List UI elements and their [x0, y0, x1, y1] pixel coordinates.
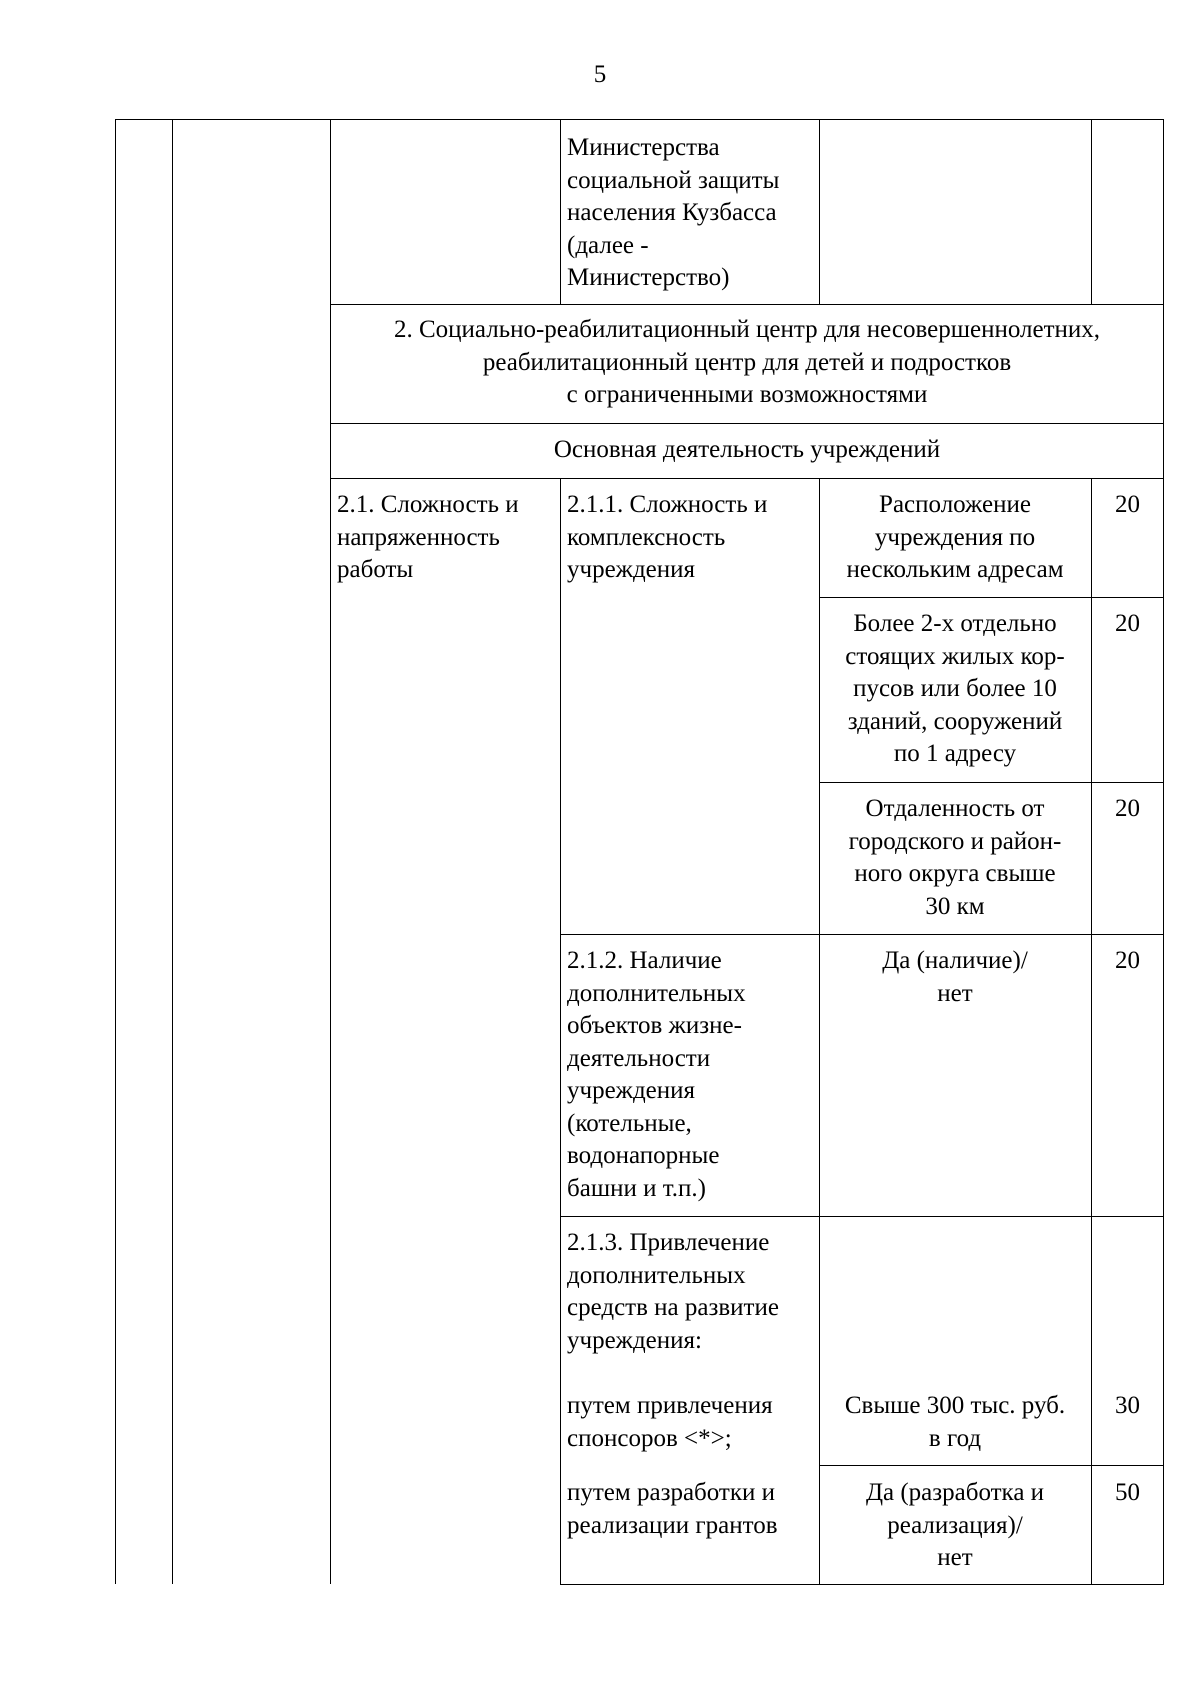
row-divider	[330, 304, 1164, 305]
table-column-divider	[560, 478, 561, 1584]
section-heading: 2. Социально-реабилитационный центр для несовершеннолетних, реабилитационный центр для детей и подростков с ограниченными возможностями	[393, 316, 1101, 408]
row-divider	[819, 782, 1164, 783]
points-2-1-2: 20	[1115, 947, 1140, 974]
table-bottom-segment	[560, 1584, 1164, 1585]
indicator-2-1-3: 2.1.3. Привлечение дополнительных средств на развитие учреждения:	[567, 1229, 779, 1354]
page-number: 5	[593, 61, 607, 88]
indicator-2-1-1: 2.1.1. Сложность и комплексность учреждения	[567, 491, 768, 583]
points-row-1: 20	[1115, 491, 1140, 518]
table-column-divider	[819, 119, 820, 304]
condition-row-2: Более 2-х отдельно стоящих жилых кор- пусов или более 10 зданий, сооружений по 1 адресу	[845, 610, 1065, 767]
top-cell-text: Министерства социальной защиты населения Кузбасса (далее - Министерство)	[567, 134, 780, 291]
condition-row-1: Расположение учреждения по нескольким адресам	[846, 491, 1064, 583]
row-divider	[560, 934, 1164, 935]
grants-condition: Да (разработка и реализация)/ нет	[865, 1479, 1045, 1571]
table-border-left	[115, 119, 116, 1584]
indicator-2-1-2: 2.1.2. Наличие дополнительных объектов жизне- деятельности учреждения (котельные, водонапорные башни и т.п.)	[567, 947, 746, 1202]
sponsors-text: путем привлечения спонсоров <*>;	[567, 1392, 773, 1452]
condition-2-1-2: Да (наличие)/ нет	[882, 947, 1028, 1007]
points-row-2: 20	[1115, 610, 1140, 637]
table-border-right	[1163, 119, 1164, 1584]
row-divider	[560, 1216, 1164, 1217]
row-divider	[819, 597, 1164, 598]
grants-text: путем разработки и реализации грантов	[567, 1479, 778, 1539]
row-divider	[819, 1465, 1164, 1466]
criterion-2-1: 2.1. Сложность и напряженность работы	[337, 491, 519, 583]
table-column-divider	[560, 119, 561, 304]
table-column-divider	[1091, 119, 1092, 304]
table-column-divider	[172, 119, 173, 1584]
grants-points: 50	[1115, 1479, 1140, 1506]
condition-row-3: Отдаленность от городского и район- ного округа свыше 30 км	[848, 795, 1062, 920]
sponsors-points: 30	[1115, 1392, 1140, 1419]
points-row-3: 20	[1115, 795, 1140, 822]
row-divider	[330, 423, 1164, 424]
sponsors-condition: Свыше 300 тыс. руб. в год	[844, 1392, 1066, 1452]
row-divider	[330, 478, 1164, 479]
table-border-top	[115, 119, 1164, 120]
subsection-heading: Основная деятельность учреждений	[553, 436, 941, 463]
